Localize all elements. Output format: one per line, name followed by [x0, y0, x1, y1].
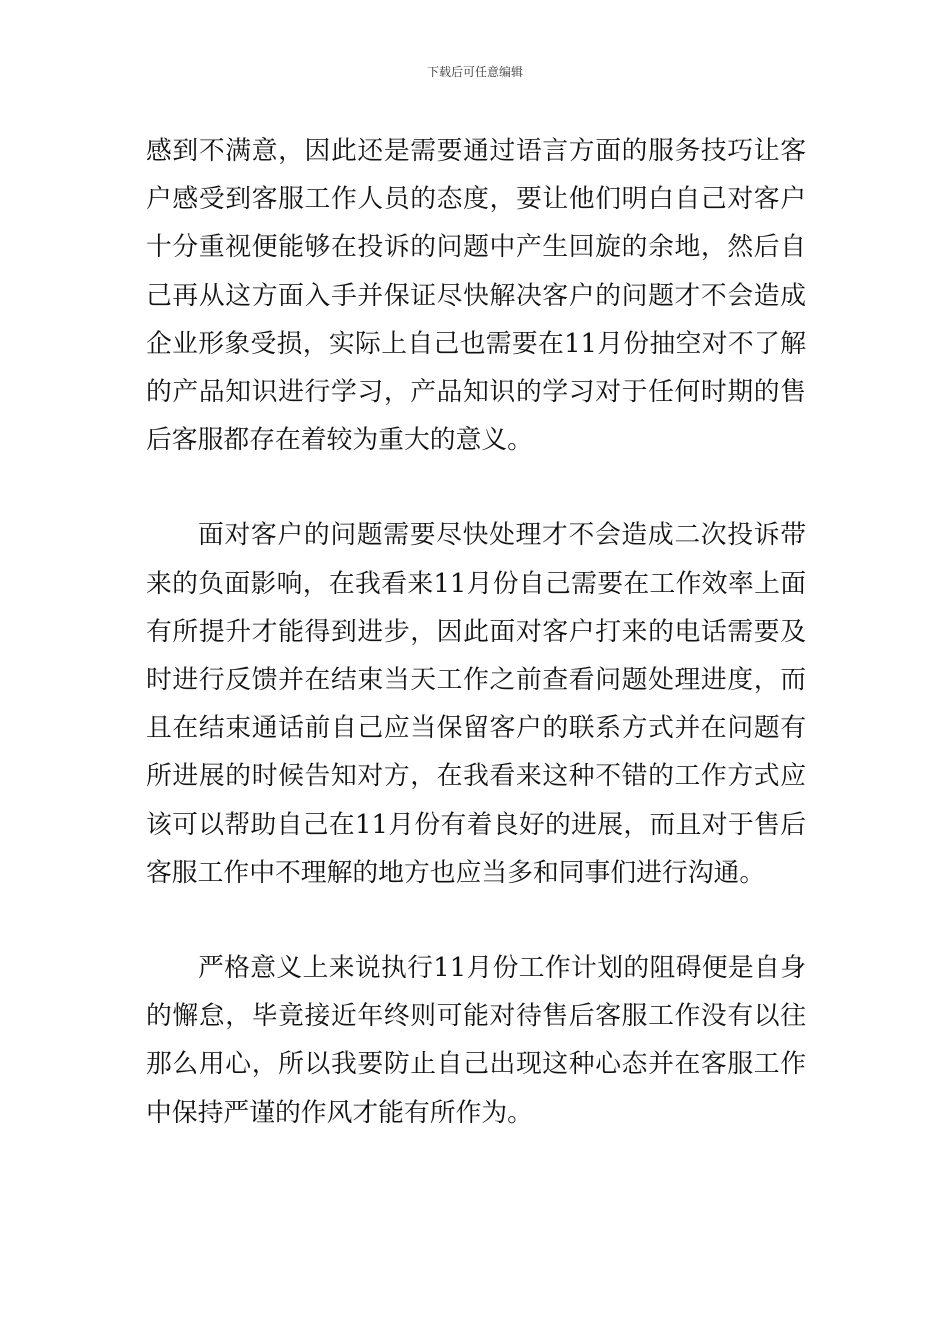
paragraph-3: 严格意义上来说执行11月份工作计划的阻碍便是自身的懈怠，毕竟接近年终则可能对待售后客服工作没有以往那么用心，所以我要防止自己出现这种心态并在客服工作中保持严谨的作风才能有所作为。 [146, 953, 806, 1128]
paragraph-gap [146, 464, 806, 511]
paragraph-1: 感到不满意，因此还是需要通过语言方面的服务技巧让客户感受到客服工作人员的态度，要让他们明白自己对客户十分重视便能够在投诉的问题中产生回旋的余地，然后自己再从这方面入手并保证尽快解决客户的问题才不会造成企业形象受损，实际上自己也需要在11月份抽空对不了解的产品知识进行学习，产品知识的学习对于任何时期的售后客服都存在着较为重大的意义。 [146, 136, 806, 456]
paragraph-gap [146, 897, 806, 944]
paragraph-2: 面对客户的问题需要尽快处理才不会造成二次投诉带来的负面影响，在我看来11月份自己需要在工作效率上面有所提升才能得到进步，因此面对客户打来的电话需要及时进行反馈并在结束当天工作之前查看问题处理进度，而且在结束通话前自己应当保留客户的联系方式并在问题有所进展的时候告知对方，在我看来这种不错的工作方式应该可以帮助自己在11月份有着良好的进展，而且对于售后客服工作中不理解的地方也应当多和同事们进行沟通。 [146, 520, 806, 888]
page-header: 下载后可任意编辑 [426, 65, 523, 79]
document-body [146, 127, 806, 1137]
